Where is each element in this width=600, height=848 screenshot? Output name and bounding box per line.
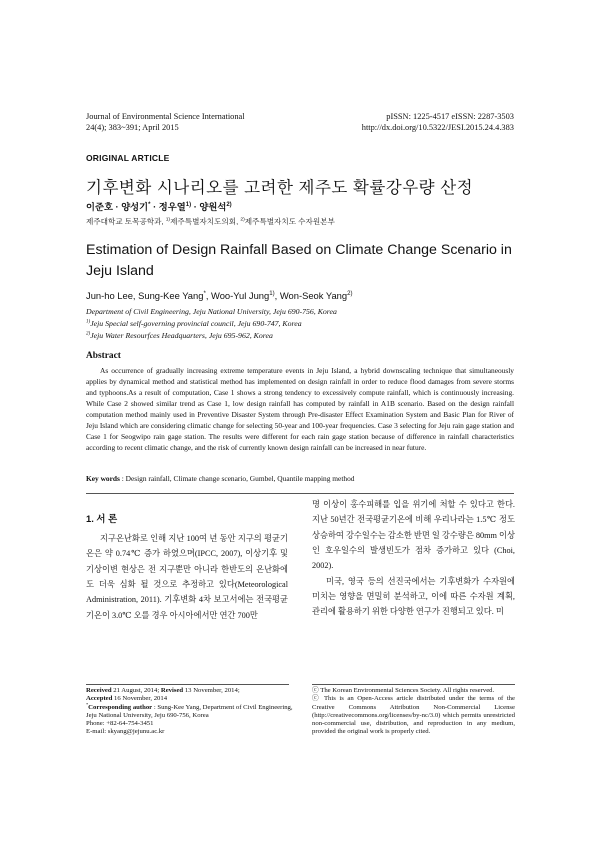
- english-author-2-mark: 1): [269, 289, 275, 297]
- corresponding-text: : Sung-Kee Yang, Department of Civil Engineering, Jeju National University, Jeju 690-756, Korea: [86, 703, 293, 719]
- license-notice: ⓒ This is an Open-Access article distributed under the terms of the Creative Commons Attribution Non-Commercial License (http://creativecommons.org/licenses/by-nc/3.0) which permits unrestricted non-commercial use, distribution, and reproduction in any medium, provided the original work is properly cited.: [312, 695, 515, 736]
- korean-authors: [86, 199, 232, 213]
- abstract-text: As occurrence of gradually increasing extreme temperature events in Jeju Island, a hybrid downscaling technique that simultaneously applies by dynamical method and statistical method has implemented on design rainfall in order to reduce flood damages from severe storms and typhoons.As a result of computation, Case 1 shows a strong tendency to excessively compute rainfall, which is continuously increasing. While Case 2 showed similar trend as Case 1, low design rainfall has computed by rainfall in A1B scenario. Based on the design rainfall computation method mainly used in Preventive Disaster System through Pre-disaster Effect Examination System and Basic Plan for River of Jeju Island which are considering climatic change for selecting 50-year and 100-year frequencies. Case 3 selecting for Jeju rain gage station and Case 1 for Seogwipo rain gage station. The results were different for each rain gage station because of difference in rainfall characteristics according to recent climatic change, and the risk of currently known design rainfall can be increased in near future.: [86, 366, 514, 453]
- corresponding-author: [86, 701, 296, 721]
- korean-author-1-mark: *: [148, 201, 151, 208]
- intro-paragraph-1: 명 이상이 홍수피해를 입을 위기에 처할 수 있다고 한다. 지난 50년간 전국평균기온에 비해 우리나라는 1.5℃ 정도 상승하여 강수일수는 감소한 반면 일 강수량은 80mm 이상인 호우일수의 발생빈도가 점차 증가하고 있다 (Choi, 2002).: [312, 500, 515, 571]
- journal-volume: 24(4); 383~391; April 2015: [86, 123, 179, 132]
- received-revised: [86, 687, 296, 695]
- keywords: [86, 474, 516, 483]
- corresponding-mark: *: [86, 701, 89, 707]
- english-affiliation-2: [86, 318, 302, 329]
- accepted-label: Accepted: [86, 695, 113, 703]
- intro-left-column: 지구온난화로 인해 지난 100여 년 동안 지구의 평균기온은 약 0.74℃ 증가 하였으며(IPCC, 2007), 이상기후 및 기상이변 현상은 전 지구뿐만 아니라 한반도의 온난화에도 더욱 심화 될 것으로 추정하고 있다(Meteorological Administration, 2011). 기후변화 4차 보고서에는 전국평균기온이 3.0℃ 오를 경우 아시아에서만 연간 700만: [86, 534, 288, 620]
- english-affiliation-3: [86, 330, 273, 341]
- revised-date: 13 November, 2014;: [183, 687, 240, 694]
- doi: http://dx.doi.org/10.5322/JESI.2015.24.4.383: [361, 123, 514, 132]
- korean-affil-2-mark: 1): [165, 217, 171, 223]
- english-title: Estimation of Design Rainfall Based on Climate Change Scenario in Jeju Island: [86, 242, 512, 279]
- korean-author-2: · 정우열: [150, 202, 186, 212]
- abstract-heading: Abstract: [86, 351, 121, 361]
- keywords-text: : Design rainfall, Climate change scenario, Gumbel, Quantile mapping method: [119, 474, 355, 483]
- korean-author-1: 이준호 · 양성기: [86, 202, 149, 212]
- korean-affil-3: 제주특별자치도 수자원본부: [244, 217, 335, 226]
- korean-affil-3-mark: 2): [240, 217, 245, 223]
- email: E-mail: skyang@jejunu.ac.kr: [86, 728, 165, 736]
- english-author-3-mark: 2): [347, 289, 353, 297]
- abstract-divider: [86, 493, 514, 494]
- received-date: 21 August, 2014;: [111, 687, 161, 694]
- intro-paragraph-2: 미국, 영국 등의 선진국에서는 기후변화가 수자원에 미치는 영향을 면밀히 분석하고, 이에 따른 수자원 계획, 관리에 활용하기 위한 다양한 연구가 진행되고 있다. 미: [312, 576, 515, 617]
- accepted: [86, 695, 296, 703]
- korean-author-3: · 양원석: [191, 202, 227, 212]
- korean-affil-1: 제주대학교 토목공학과,: [86, 217, 166, 226]
- affiliation-3-text: Jeju Water Resourfces Headquarters, Jeju 695-962, Korea: [90, 331, 273, 340]
- accepted-date: 16 November, 2014: [112, 695, 168, 703]
- english-affiliation-1: Department of Civil Engineering, Jeju National University, Jeju 690-756, Korea: [86, 307, 337, 316]
- footnote-divider-left: [86, 684, 289, 685]
- english-author-2: , Woo-Yul Jung: [205, 290, 270, 301]
- journal-header-right: [362, 111, 514, 133]
- phone: Phone: +82-64-754-3451: [86, 720, 154, 728]
- english-author-1-mark: *: [203, 289, 206, 297]
- footnote-divider-right: [312, 684, 515, 685]
- received-label: Received: [86, 687, 112, 694]
- copyright-notice: ⓒ The Korean Environmental Sciences Society. All rights reserved.: [312, 687, 495, 694]
- corresponding-label: Corresponding author: [88, 703, 153, 711]
- affiliation-3-mark: 2): [86, 330, 91, 337]
- korean-affiliation: [86, 216, 335, 227]
- english-author-3: , Won-Seok Yang: [274, 290, 348, 301]
- journal-name: Journal of Environmental Science International: [86, 112, 245, 121]
- footnote-dates-corresponding: [86, 687, 296, 737]
- affiliation-2-text: Jeju Special self-governing provincial council, Jeju 690-747, Korea: [90, 319, 302, 328]
- korean-affil-2: 제주특별자치도의회,: [170, 217, 241, 226]
- journal-header-left: [86, 111, 245, 133]
- issn: pISSN: 1225-4517 eISSN: 2287-3503: [386, 112, 514, 121]
- english-author-1: Jun-ho Lee, Sung-Kee Yang: [86, 290, 204, 301]
- korean-author-3-mark: 2): [226, 201, 232, 208]
- section-heading: 1. 서 론: [86, 513, 118, 524]
- article-type: ORIGINAL ARTICLE: [86, 153, 170, 163]
- intro-right-column: [312, 497, 515, 620]
- korean-title: 기후변화 시나리오를 고려한 제주도 확률강우량 산정: [86, 179, 474, 197]
- english-authors: [86, 290, 353, 301]
- korean-author-2-mark: 1): [185, 201, 192, 208]
- footnote-license: [312, 687, 515, 737]
- affiliation-2-mark: 1): [86, 318, 91, 325]
- keywords-label: Key words: [86, 474, 120, 483]
- revised-label: Revised: [160, 687, 184, 694]
